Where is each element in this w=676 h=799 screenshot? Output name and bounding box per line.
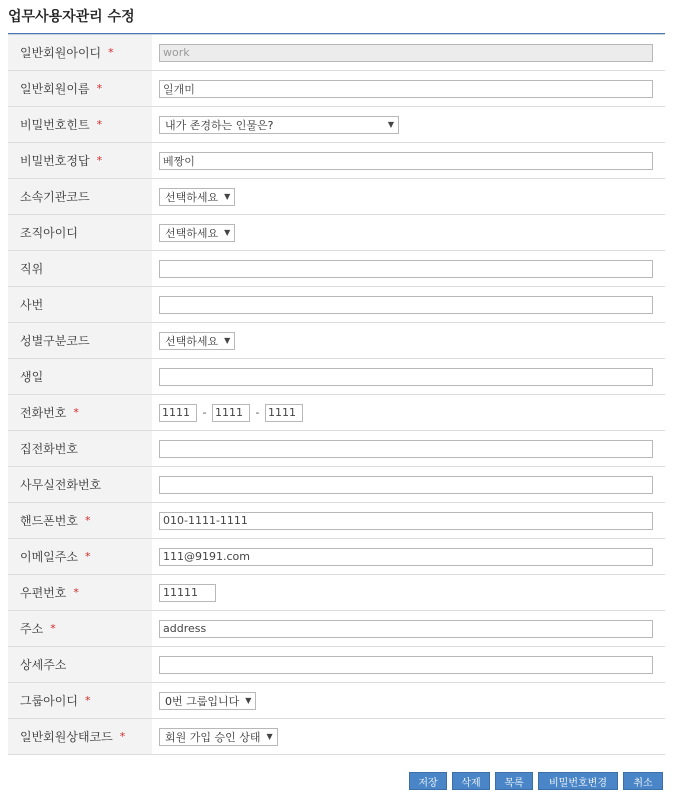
employee-no-input[interactable] (159, 296, 653, 314)
form-row-password-hint (8, 107, 665, 143)
phone-part1-input[interactable]: 1111 (159, 404, 197, 422)
form-row-office-phone (8, 467, 665, 503)
form-row-position (8, 251, 665, 287)
form-row-user-name (8, 71, 665, 107)
cancel-button[interactable]: 취소 (623, 772, 663, 790)
form-row-address (8, 611, 665, 647)
user-id-input: work (159, 44, 653, 62)
field-label: 핸드폰번호 * (8, 503, 152, 538)
field-label: 비밀번호정답 * (8, 143, 152, 178)
home-phone-input[interactable] (159, 440, 653, 458)
required-mark: * (73, 586, 79, 599)
form-row-gender (8, 323, 665, 359)
required-mark: * (119, 730, 126, 743)
org-code-select[interactable]: 선택하세요 ▼ (159, 188, 235, 206)
required-mark: * (50, 622, 56, 635)
field-label: 직위 (8, 251, 152, 286)
password-answer-input[interactable]: 베짱이 (159, 152, 653, 170)
email-input[interactable]: 111@9191.com (159, 548, 653, 566)
required-mark: * (96, 154, 103, 167)
field-label: 그룹아이디 * (8, 683, 152, 718)
delete-button[interactable]: 삭제 (452, 772, 490, 790)
required-mark: * (108, 46, 114, 59)
chevron-down-icon: ▼ (224, 336, 231, 345)
chevron-down-icon: ▼ (387, 120, 394, 129)
form-row-zipcode (8, 575, 665, 611)
list-button[interactable]: 목록 (495, 772, 533, 790)
phone-part2-input[interactable]: 1111 (212, 404, 250, 422)
chevron-down-icon: ▼ (266, 732, 273, 741)
password-hint-select[interactable]: 내가 존경하는 인물은? ▼ (159, 116, 399, 134)
position-input[interactable] (159, 260, 653, 278)
form-row-org-code (8, 179, 665, 215)
required-mark: * (84, 514, 91, 527)
field-label: 사번 (8, 287, 152, 322)
form-row-detail-address (8, 647, 665, 683)
edit-form (8, 34, 665, 755)
field-label: 일반회원아이디 * (8, 35, 152, 70)
form-row-status-code (8, 719, 665, 755)
field-label: 이메일주소 * (8, 539, 152, 574)
form-row-email (8, 539, 665, 575)
form-row-mobile (8, 503, 665, 539)
field-label: 비밀번호힌트 * (8, 107, 152, 142)
page-title: 업무사용자관리 수정 (8, 9, 135, 25)
form-row-birthday (8, 359, 665, 395)
chevron-down-icon: ▼ (245, 696, 252, 705)
user-name-input[interactable]: 일개미 (159, 80, 653, 98)
form-row-home-phone (8, 431, 665, 467)
zipcode-input[interactable]: 11111 (159, 584, 216, 602)
save-button[interactable]: 저장 (409, 772, 447, 790)
field-label: 소속기관코드 (8, 179, 152, 214)
field-label: 사무실전화번호 (8, 467, 152, 502)
chevron-down-icon: ▼ (224, 228, 231, 237)
field-label: 우편번호 * (8, 575, 152, 610)
form-row-password-answer (8, 143, 665, 179)
field-label: 조직아이디 (8, 215, 152, 250)
address-input[interactable]: address (159, 620, 653, 638)
field-label: 일반회원상태코드 * (8, 719, 152, 754)
required-mark: * (84, 550, 91, 563)
required-mark: * (96, 118, 103, 131)
field-label: 생일 (8, 359, 152, 394)
field-label: 일반회원이름 * (8, 71, 152, 106)
form-row-user-id (8, 35, 665, 71)
phone-separator: - (202, 406, 207, 419)
required-mark: * (96, 82, 103, 95)
mobile-input[interactable]: 010-1111-1111 (159, 512, 653, 530)
status-code-select[interactable]: 회원 가입 승인 상태 ▼ (159, 728, 278, 746)
required-mark: * (84, 694, 91, 707)
field-label: 상세주소 (8, 647, 152, 682)
field-label: 주소 * (8, 611, 152, 646)
gender-select[interactable]: 선택하세요 ▼ (159, 332, 235, 350)
phone-separator: - (255, 406, 260, 419)
org-id-select[interactable]: 선택하세요 ▼ (159, 224, 235, 242)
detail-address-input[interactable] (159, 656, 653, 674)
office-phone-input[interactable] (159, 476, 653, 494)
form-row-org-id (8, 215, 665, 251)
phone-part3-input[interactable]: 1111 (265, 404, 303, 422)
field-label: 성별구분코드 (8, 323, 152, 358)
form-row-group-id (8, 683, 665, 719)
change-password-button[interactable]: 비밀번호변경 (538, 772, 618, 790)
group-id-select[interactable]: 0번 그룹입니다 ▼ (159, 692, 256, 710)
field-label: 전화번호 * (8, 395, 152, 430)
button-bar (409, 772, 663, 790)
chevron-down-icon: ▼ (224, 192, 231, 201)
field-label: 집전화번호 (8, 431, 152, 466)
required-mark: * (73, 406, 79, 419)
form-row-employee-no (8, 287, 665, 323)
form-row-phone (8, 395, 665, 431)
birthday-input[interactable] (159, 368, 653, 386)
